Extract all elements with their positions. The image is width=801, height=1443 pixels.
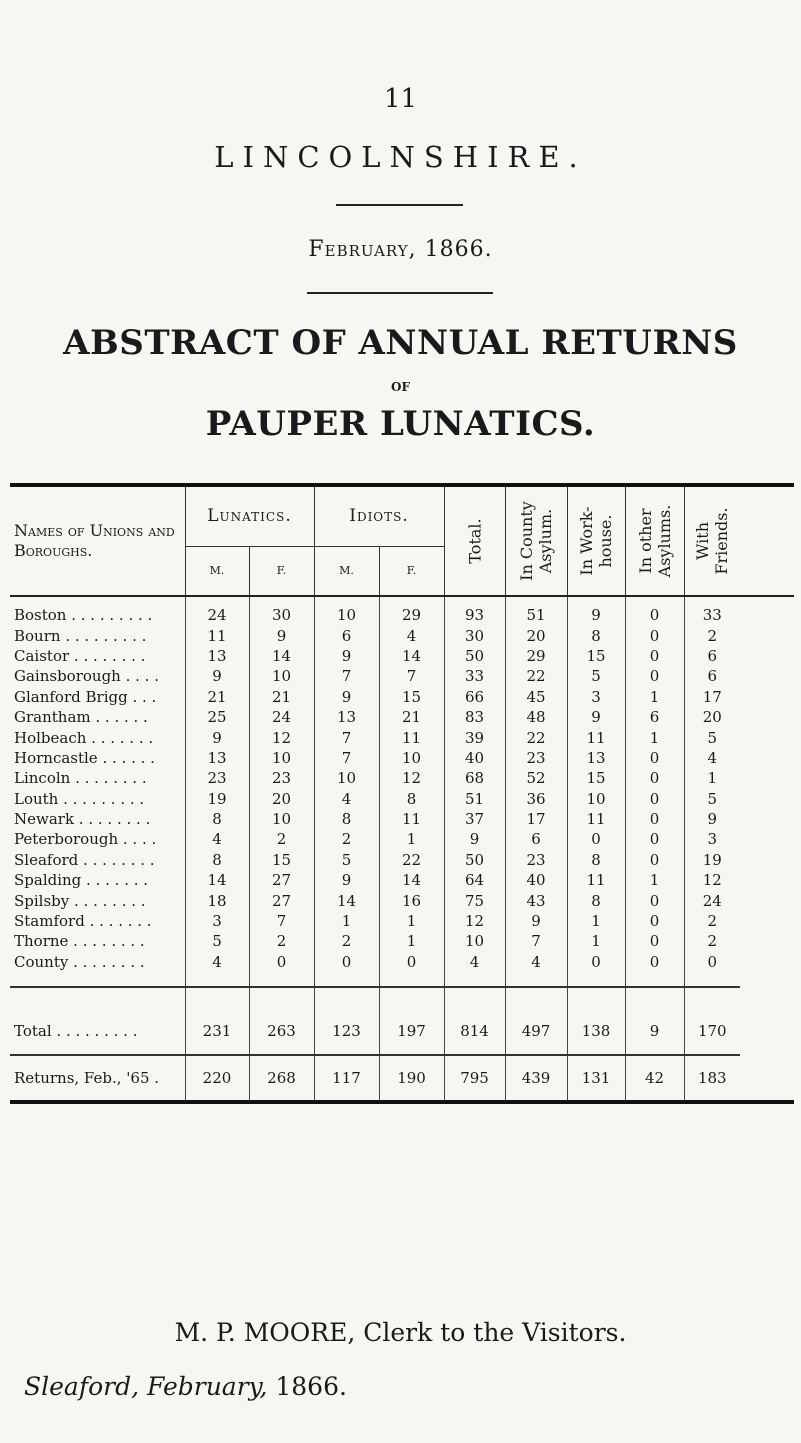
cell-other-asylums: 0: [625, 748, 684, 768]
cell-workhouse: 1: [567, 931, 625, 951]
cell-idiots-female: 14: [379, 646, 444, 666]
title-line-1: ABSTRACT OF ANNUAL RETURNS: [63, 323, 738, 363]
header-workhouse: In Work-house.: [567, 485, 625, 595]
cell-total: 51: [444, 789, 505, 809]
table-row: [10, 952, 794, 987]
cell-other-asylums: 0: [625, 666, 684, 686]
union-name: Grantham . . . . . .: [14, 708, 148, 727]
cell-other-asylums: 0: [625, 768, 684, 788]
cell-idiots-male: 10: [314, 596, 379, 625]
cell-workhouse: 8: [567, 890, 625, 910]
union-name: Boston . . . . . . . . .: [14, 606, 153, 625]
cell-idiots-male: 9: [314, 646, 379, 666]
cell-other-asylums: 0: [625, 890, 684, 910]
cell-total: 50: [444, 850, 505, 870]
union-name: Horncastle . . . . . .: [14, 748, 155, 767]
table-row: [10, 911, 794, 931]
cell-with-friends: 3: [684, 829, 740, 849]
cell-idiots-female: 1: [379, 931, 444, 951]
cell-idiots-male: 6: [314, 625, 379, 645]
table-row: [10, 850, 794, 870]
cell-lunatics-male: 231: [185, 987, 249, 1055]
union-name: Bourn . . . . . . . . .: [14, 626, 147, 645]
cell-total: 33: [444, 666, 505, 686]
table-row: [10, 625, 794, 645]
cell-with-friends: 2: [684, 931, 740, 951]
cell-other-asylums: 42: [625, 1055, 684, 1102]
cell-idiots-male: 2: [314, 829, 379, 849]
union-name: Thorne . . . . . . . .: [14, 932, 145, 951]
place-name: Sleaford, February,: [24, 1372, 268, 1401]
cell-idiots-female: 0: [379, 952, 444, 987]
cell-idiots-female: 14: [379, 870, 444, 890]
cell-total: 39: [444, 727, 505, 747]
cell-total: 10: [444, 931, 505, 951]
cell-idiots-female: 197: [379, 987, 444, 1055]
cell-county-asylum: 23: [505, 748, 567, 768]
cell-idiots-female: 29: [379, 596, 444, 625]
cell-idiots-female: 11: [379, 727, 444, 747]
table-row: [10, 789, 794, 809]
cell-county-asylum: 51: [505, 596, 567, 625]
cell-lunatics-male: 25: [185, 707, 249, 727]
union-name: Total . . . . . . . . .: [10, 987, 185, 1055]
union-name: Sleaford . . . . . . . .: [14, 850, 155, 869]
table-row: [10, 829, 794, 849]
divider: [336, 204, 463, 206]
cell-idiots-female: 7: [379, 666, 444, 686]
cell-with-friends: 33: [684, 596, 740, 625]
cell-with-friends: 170: [684, 987, 740, 1055]
cell-county-asylum: 48: [505, 707, 567, 727]
cell-county-asylum: 40: [505, 870, 567, 890]
header-lunatics-male: M.: [185, 546, 249, 595]
union-name: Louth . . . . . . . . .: [14, 789, 145, 808]
cell-lunatics-male: 4: [185, 952, 249, 987]
cell-idiots-female: 12: [379, 768, 444, 788]
cell-lunatics-female: 15: [249, 850, 314, 870]
header-names: Names of Unions and Boroughs.: [10, 485, 185, 595]
cell-total: 64: [444, 870, 505, 890]
cell-with-friends: 17: [684, 687, 740, 707]
cell-workhouse: 11: [567, 727, 625, 747]
cell-workhouse: 0: [567, 952, 625, 987]
cell-total: 50: [444, 646, 505, 666]
cell-lunatics-female: 7: [249, 911, 314, 931]
cell-lunatics-male: 23: [185, 768, 249, 788]
cell-county-asylum: 6: [505, 829, 567, 849]
cell-other-asylums: 0: [625, 809, 684, 829]
cell-with-friends: 20: [684, 707, 740, 727]
cell-with-friends: 24: [684, 890, 740, 910]
cell-other-asylums: 0: [625, 646, 684, 666]
cell-idiots-female: 22: [379, 850, 444, 870]
cell-workhouse: 9: [567, 707, 625, 727]
cell-lunatics-female: 27: [249, 890, 314, 910]
cell-county-asylum: 29: [505, 646, 567, 666]
union-name: Spalding . . . . . . .: [14, 871, 149, 890]
cell-lunatics-male: 220: [185, 1055, 249, 1102]
union-name: Holbeach . . . . . . .: [14, 728, 154, 747]
cell-total: 93: [444, 596, 505, 625]
table-row: [10, 809, 794, 829]
cell-total: 68: [444, 768, 505, 788]
union-name: Spilsby . . . . . . . .: [14, 891, 146, 910]
cell-total: 4: [444, 952, 505, 987]
table-row: [10, 687, 794, 707]
cell-with-friends: 5: [684, 789, 740, 809]
clerk-signature: M. P. MOORE, Clerk to the Visitors.: [174, 1318, 627, 1347]
cell-idiots-male: 123: [314, 987, 379, 1055]
cell-lunatics-female: 21: [249, 687, 314, 707]
cell-lunatics-female: 10: [249, 748, 314, 768]
cell-workhouse: 11: [567, 809, 625, 829]
cell-with-friends: 19: [684, 850, 740, 870]
table-row: [10, 707, 794, 727]
table-row: [10, 646, 794, 666]
cell-with-friends: 9: [684, 809, 740, 829]
header-lunatics-female: F.: [249, 546, 314, 595]
cell-workhouse: 15: [567, 646, 625, 666]
cell-with-friends: 2: [684, 911, 740, 931]
cell-total: 75: [444, 890, 505, 910]
cell-idiots-male: 8: [314, 809, 379, 829]
cell-idiots-male: 10: [314, 768, 379, 788]
cell-other-asylums: 1: [625, 727, 684, 747]
table-row: [10, 768, 794, 788]
cell-idiots-female: 4: [379, 625, 444, 645]
cell-idiots-female: 8: [379, 789, 444, 809]
cell-other-asylums: 1: [625, 687, 684, 707]
cell-idiots-male: 1: [314, 911, 379, 931]
cell-idiots-male: 117: [314, 1055, 379, 1102]
cell-idiots-male: 2: [314, 931, 379, 951]
cell-other-asylums: 0: [625, 596, 684, 625]
cell-county-asylum: 43: [505, 890, 567, 910]
returns-table: [10, 483, 794, 1104]
place-year: 1866.: [275, 1372, 347, 1401]
cell-county-asylum: 36: [505, 789, 567, 809]
cell-lunatics-male: 5: [185, 931, 249, 951]
table-row: [10, 748, 794, 768]
cell-total: 814: [444, 987, 505, 1055]
cell-total: 83: [444, 707, 505, 727]
header-idiots: Idiots.: [314, 485, 444, 546]
cell-county-asylum: 17: [505, 809, 567, 829]
cell-idiots-female: 16: [379, 890, 444, 910]
cell-other-asylums: 0: [625, 789, 684, 809]
total-row: [10, 987, 794, 1055]
cell-lunatics-female: 23: [249, 768, 314, 788]
cell-workhouse: 0: [567, 829, 625, 849]
cell-total: 795: [444, 1055, 505, 1102]
cell-idiots-female: 11: [379, 809, 444, 829]
cell-workhouse: 11: [567, 870, 625, 890]
cell-total: 9: [444, 829, 505, 849]
cell-idiots-male: 0: [314, 952, 379, 987]
cell-total: 66: [444, 687, 505, 707]
table-row: [10, 727, 794, 747]
county-heading: LINCOLNSHIRE.: [214, 140, 587, 174]
table-row: [10, 666, 794, 686]
cell-idiots-male: 7: [314, 748, 379, 768]
cell-lunatics-male: 3: [185, 911, 249, 931]
previous-year-row: [10, 1055, 794, 1102]
header-lunatics: Lunatics.: [185, 485, 314, 546]
cell-lunatics-male: 14: [185, 870, 249, 890]
cell-lunatics-female: 24: [249, 707, 314, 727]
cell-lunatics-female: 30: [249, 596, 314, 625]
cell-workhouse: 5: [567, 666, 625, 686]
cell-idiots-male: 4: [314, 789, 379, 809]
cell-other-asylums: 0: [625, 850, 684, 870]
cell-county-asylum: 20: [505, 625, 567, 645]
cell-lunatics-male: 18: [185, 890, 249, 910]
union-name: Returns, Feb., '65 .: [10, 1055, 185, 1102]
cell-lunatics-male: 24: [185, 596, 249, 625]
union-name: Stamford . . . . . . .: [14, 912, 152, 931]
page-number: 11: [383, 84, 418, 114]
cell-with-friends: 183: [684, 1055, 740, 1102]
cell-county-asylum: 45: [505, 687, 567, 707]
cell-other-asylums: 1: [625, 870, 684, 890]
cell-total: 30: [444, 625, 505, 645]
cell-lunatics-male: 21: [185, 687, 249, 707]
cell-other-asylums: 9: [625, 987, 684, 1055]
union-name: Glanford Brigg . . .: [14, 687, 157, 706]
cell-idiots-female: 15: [379, 687, 444, 707]
report-date: February, 1866.: [308, 237, 493, 262]
table-row: [10, 931, 794, 951]
cell-county-asylum: 52: [505, 768, 567, 788]
cell-lunatics-female: 2: [249, 829, 314, 849]
cell-other-asylums: 0: [625, 829, 684, 849]
cell-county-asylum: 9: [505, 911, 567, 931]
cell-idiots-female: 21: [379, 707, 444, 727]
cell-with-friends: 6: [684, 666, 740, 686]
place-date: [24, 1372, 347, 1401]
cell-idiots-male: 9: [314, 687, 379, 707]
union-name: Newark . . . . . . . .: [14, 810, 151, 829]
cell-with-friends: 5: [684, 727, 740, 747]
cell-lunatics-female: 268: [249, 1055, 314, 1102]
header-with-friends: With Friends.: [693, 507, 732, 575]
cell-workhouse: 9: [567, 596, 625, 625]
union-name: Gainsborough . . . .: [14, 667, 159, 686]
cell-workhouse: 138: [567, 987, 625, 1055]
cell-lunatics-female: 12: [249, 727, 314, 747]
cell-lunatics-male: 9: [185, 666, 249, 686]
cell-lunatics-female: 9: [249, 625, 314, 645]
cell-idiots-female: 1: [379, 829, 444, 849]
cell-with-friends: 2: [684, 625, 740, 645]
cell-lunatics-male: 11: [185, 625, 249, 645]
header-idiots-female: F.: [379, 546, 444, 595]
cell-idiots-female: 1: [379, 911, 444, 931]
title-line-2: PAUPER LUNATICS.: [205, 404, 596, 444]
cell-with-friends: 0: [684, 952, 740, 987]
cell-idiots-male: 13: [314, 707, 379, 727]
cell-workhouse: 3: [567, 687, 625, 707]
cell-county-asylum: 4: [505, 952, 567, 987]
cell-with-friends: 12: [684, 870, 740, 890]
cell-workhouse: 15: [567, 768, 625, 788]
cell-lunatics-male: 9: [185, 727, 249, 747]
cell-lunatics-female: 10: [249, 666, 314, 686]
cell-county-asylum: 497: [505, 987, 567, 1055]
union-name: County . . . . . . . .: [14, 952, 145, 971]
cell-idiots-female: 190: [379, 1055, 444, 1102]
cell-lunatics-female: 27: [249, 870, 314, 890]
cell-lunatics-female: 2: [249, 931, 314, 951]
header-other-asylums: In other Asylums.: [625, 485, 684, 595]
cell-total: 37: [444, 809, 505, 829]
cell-with-friends: 1: [684, 768, 740, 788]
cell-other-asylums: 6: [625, 707, 684, 727]
cell-total: 12: [444, 911, 505, 931]
cell-total: 40: [444, 748, 505, 768]
cell-county-asylum: 22: [505, 727, 567, 747]
cell-workhouse: 1: [567, 911, 625, 931]
cell-other-asylums: 0: [625, 625, 684, 645]
union-name: Caistor . . . . . . . .: [14, 646, 146, 665]
table-row: [10, 596, 794, 625]
cell-lunatics-female: 0: [249, 952, 314, 987]
cell-lunatics-male: 8: [185, 809, 249, 829]
cell-county-asylum: 22: [505, 666, 567, 686]
cell-idiots-male: 7: [314, 727, 379, 747]
cell-workhouse: 131: [567, 1055, 625, 1102]
cell-idiots-female: 10: [379, 748, 444, 768]
cell-other-asylums: 0: [625, 911, 684, 931]
cell-county-asylum: 23: [505, 850, 567, 870]
cell-other-asylums: 0: [625, 931, 684, 951]
header-idiots-male: M.: [314, 546, 379, 595]
divider: [307, 292, 493, 294]
cell-lunatics-female: 263: [249, 987, 314, 1055]
cell-idiots-male: 5: [314, 850, 379, 870]
cell-lunatics-female: 20: [249, 789, 314, 809]
table-row: [10, 870, 794, 890]
cell-lunatics-male: 8: [185, 850, 249, 870]
title-of: OF: [391, 380, 410, 394]
header-county-asylum: In County Asylum.: [505, 485, 567, 595]
cell-other-asylums: 0: [625, 952, 684, 987]
header-total: Total.: [444, 485, 505, 595]
cell-with-friends: 4: [684, 748, 740, 768]
cell-county-asylum: 439: [505, 1055, 567, 1102]
cell-workhouse: 8: [567, 625, 625, 645]
cell-lunatics-male: 13: [185, 748, 249, 768]
union-name: Lincoln . . . . . . . .: [14, 769, 147, 788]
cell-county-asylum: 7: [505, 931, 567, 951]
cell-idiots-male: 9: [314, 870, 379, 890]
cell-lunatics-female: 14: [249, 646, 314, 666]
cell-with-friends: 6: [684, 646, 740, 666]
union-name: Peterborough . . . .: [14, 830, 157, 849]
cell-lunatics-male: 13: [185, 646, 249, 666]
cell-lunatics-female: 10: [249, 809, 314, 829]
cell-idiots-male: 14: [314, 890, 379, 910]
cell-workhouse: 10: [567, 789, 625, 809]
table-row: [10, 890, 794, 910]
cell-lunatics-male: 4: [185, 829, 249, 849]
cell-workhouse: 8: [567, 850, 625, 870]
cell-idiots-male: 7: [314, 666, 379, 686]
cell-workhouse: 13: [567, 748, 625, 768]
cell-lunatics-male: 19: [185, 789, 249, 809]
